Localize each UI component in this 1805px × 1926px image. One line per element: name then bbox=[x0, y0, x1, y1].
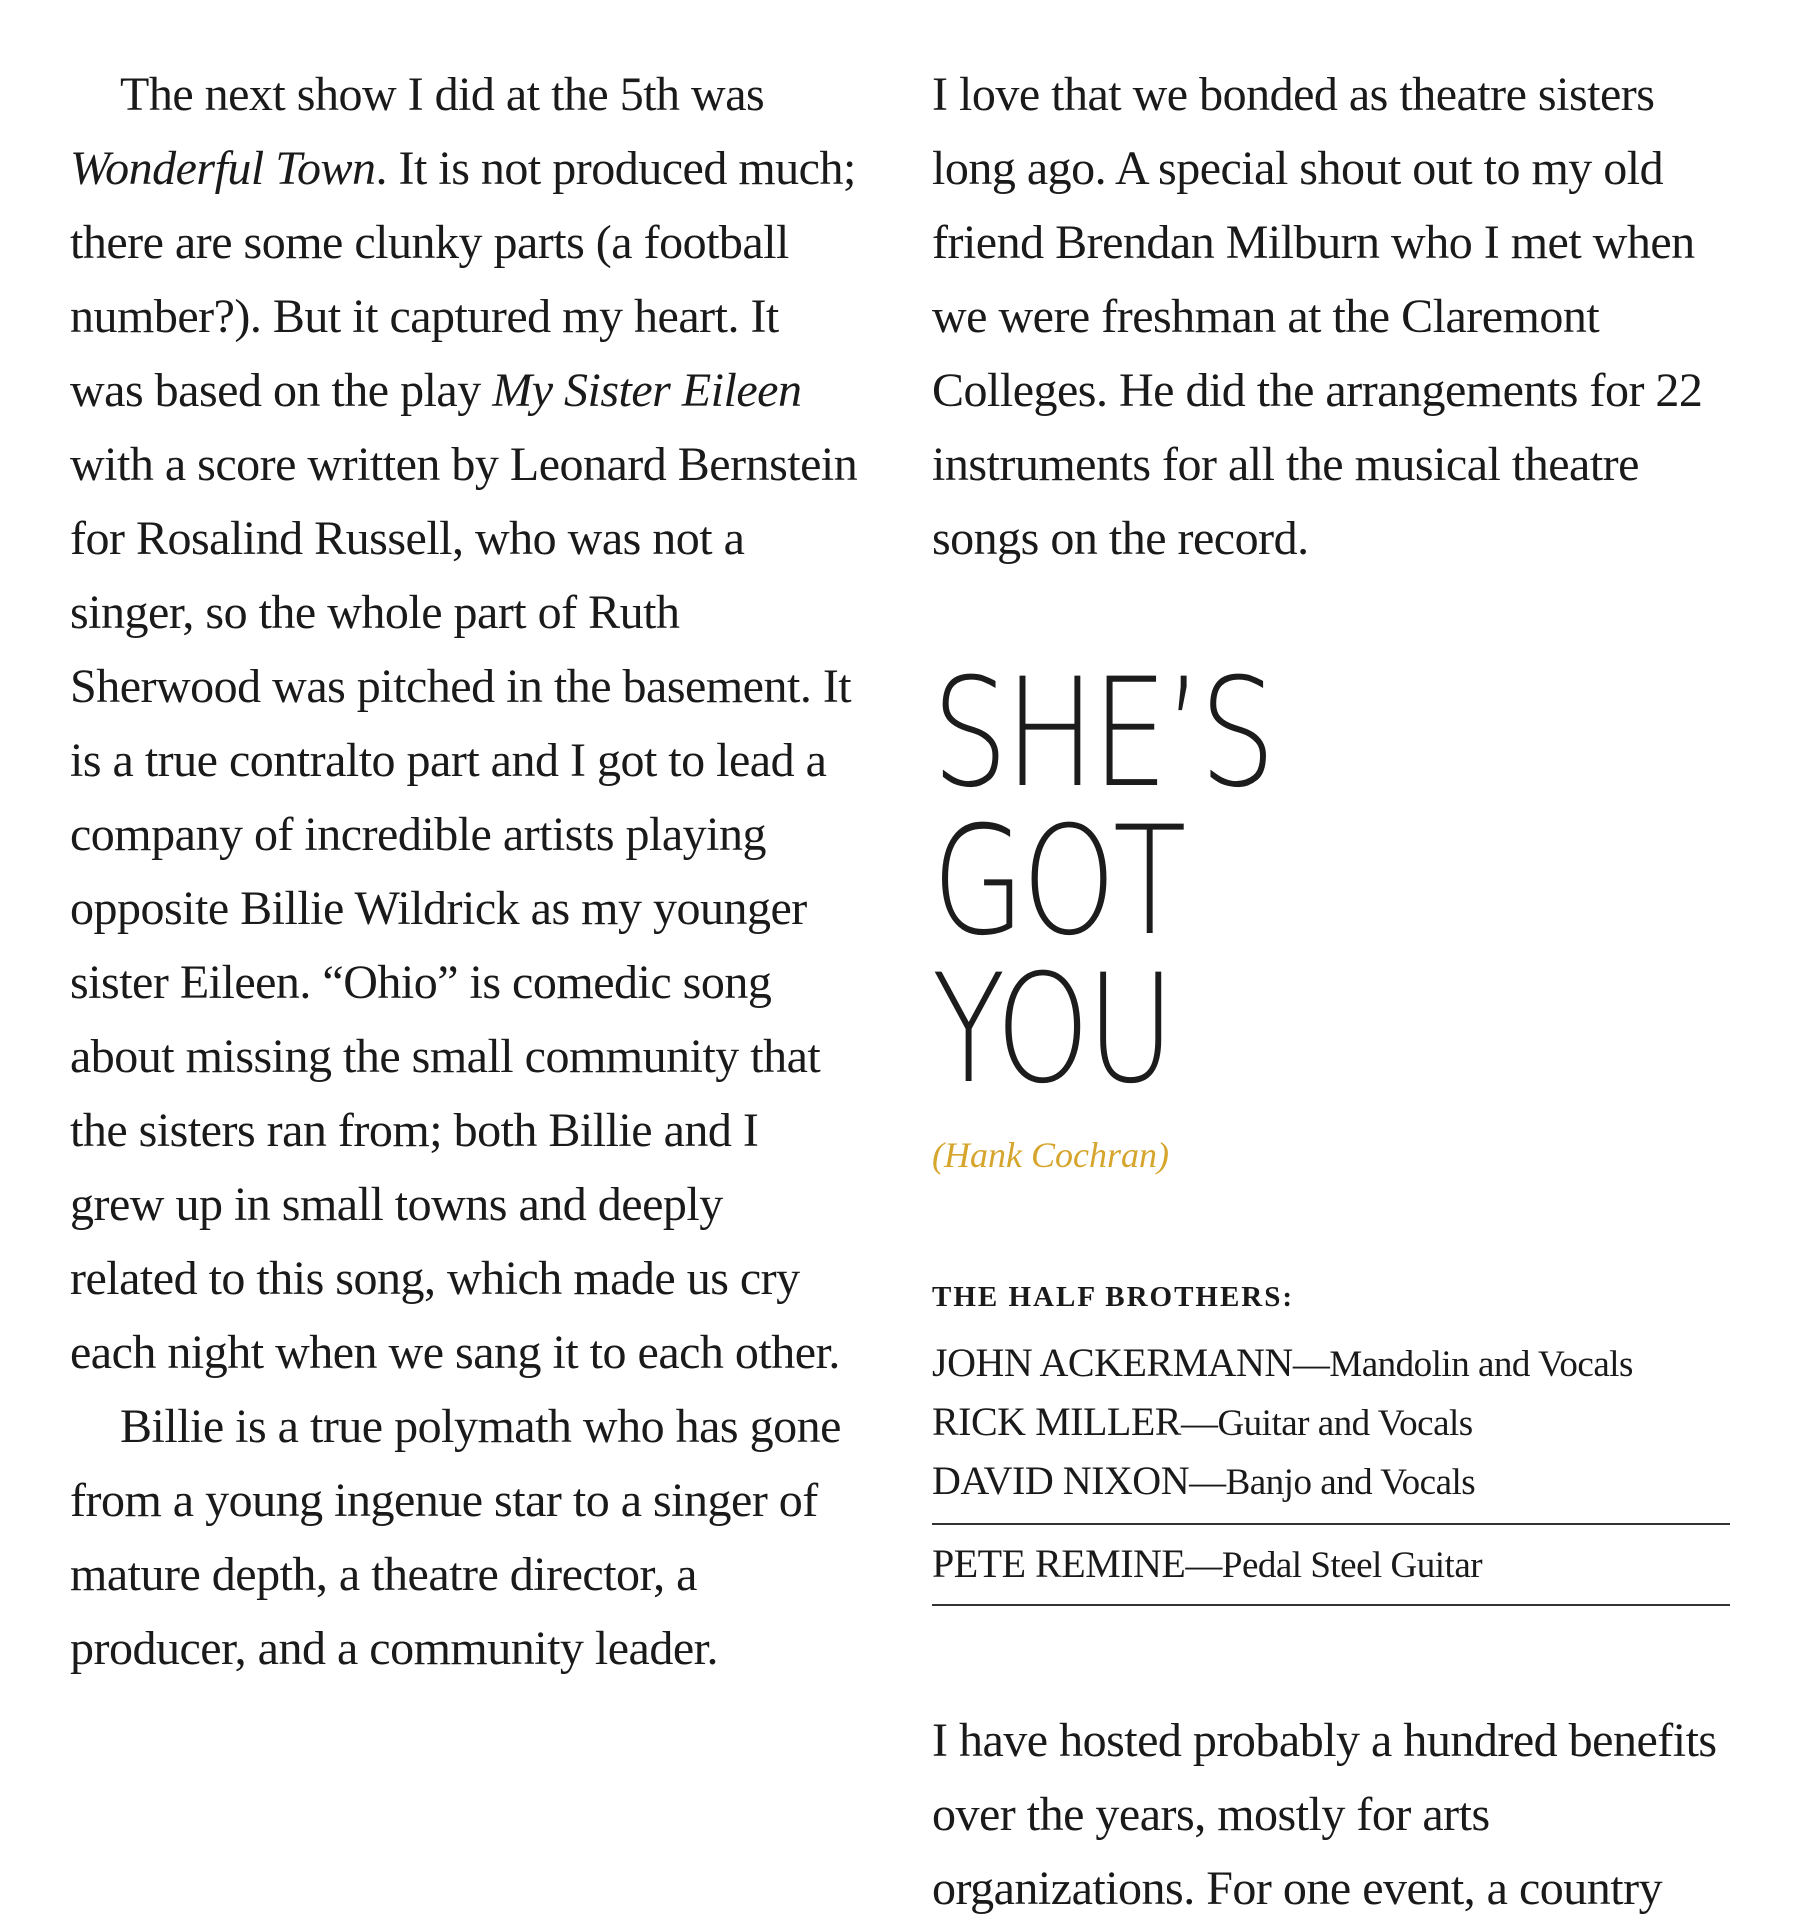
band-member bbox=[932, 1452, 1732, 1511]
member-name: RICK MILLER bbox=[932, 1399, 1181, 1444]
guest-member bbox=[932, 1525, 1732, 1594]
right-column bbox=[932, 58, 1732, 1926]
play-title-my-sister-eileen: My Sister Eileen bbox=[492, 364, 802, 417]
member-name: PETE REMINE bbox=[932, 1541, 1186, 1586]
member-role: —Banjo and Vocals bbox=[1189, 1462, 1476, 1503]
text-run: with a score written by Leonard Bernstein for Rosalind Russell, who was not a singer, so the whole part of Ruth Sherwood was pitched in the basement. It is a true contralto part and I got to lead a company of incredible artists playing opposite Billie Wildrick as my younger sister Eileen. “Ohio” is comedic song about missing the small community that the sisters ran from; both Billie and I grew up in small towns and deeply related to this song, which made us cry each night when we sang it to each other. bbox=[70, 438, 858, 1379]
left-paragraph-1 bbox=[70, 58, 860, 1390]
member-role: —Guitar and Vocals bbox=[1180, 1403, 1473, 1444]
member-name: JOHN ACKERMANN bbox=[932, 1340, 1293, 1385]
closing-paragraph: I have hosted probably a hundred benefits over the years, mostly for arts organizations. For one event, a country bbox=[932, 1714, 1717, 1915]
member-name: DAVID NIXON bbox=[932, 1458, 1190, 1503]
band-member bbox=[932, 1393, 1732, 1452]
member-role: —Mandolin and Vocals bbox=[1292, 1344, 1633, 1385]
member-role: —Pedal Steel Guitar bbox=[1185, 1545, 1483, 1586]
show-title-wonderful-town: Wonderful Town bbox=[70, 142, 376, 195]
band-heading: THE HALF BROTHERS: bbox=[932, 1281, 1295, 1313]
left-paragraph-2: Billie is a true polymath who has gone from a young ingenue star to a singer of mature depth, a theatre director, a producer, and a community leader. bbox=[70, 1400, 841, 1675]
song-title: SHE’S GOT YOU bbox=[932, 647, 1273, 1117]
text-run: The next show I did at the 5th was bbox=[120, 68, 765, 121]
intro-paragraph: I love that we bonded as theatre sisters long ago. A special shout out to my old friend Brendan Milburn who I met when we were freshman at the Claremont Colleges. He did the arrangements for 22 instruments for all the musical theatre songs on the record. bbox=[932, 68, 1703, 565]
band-member bbox=[932, 1334, 1732, 1393]
text-run: . It is not produced much; there are some clunky parts (a football number?). But it captured my heart. It was based on the play bbox=[70, 142, 856, 417]
divider bbox=[932, 1604, 1730, 1606]
band-member-list bbox=[932, 1334, 1732, 1511]
composer-credit: (Hank Cochran) bbox=[932, 1135, 1169, 1175]
left-column bbox=[70, 58, 860, 1686]
